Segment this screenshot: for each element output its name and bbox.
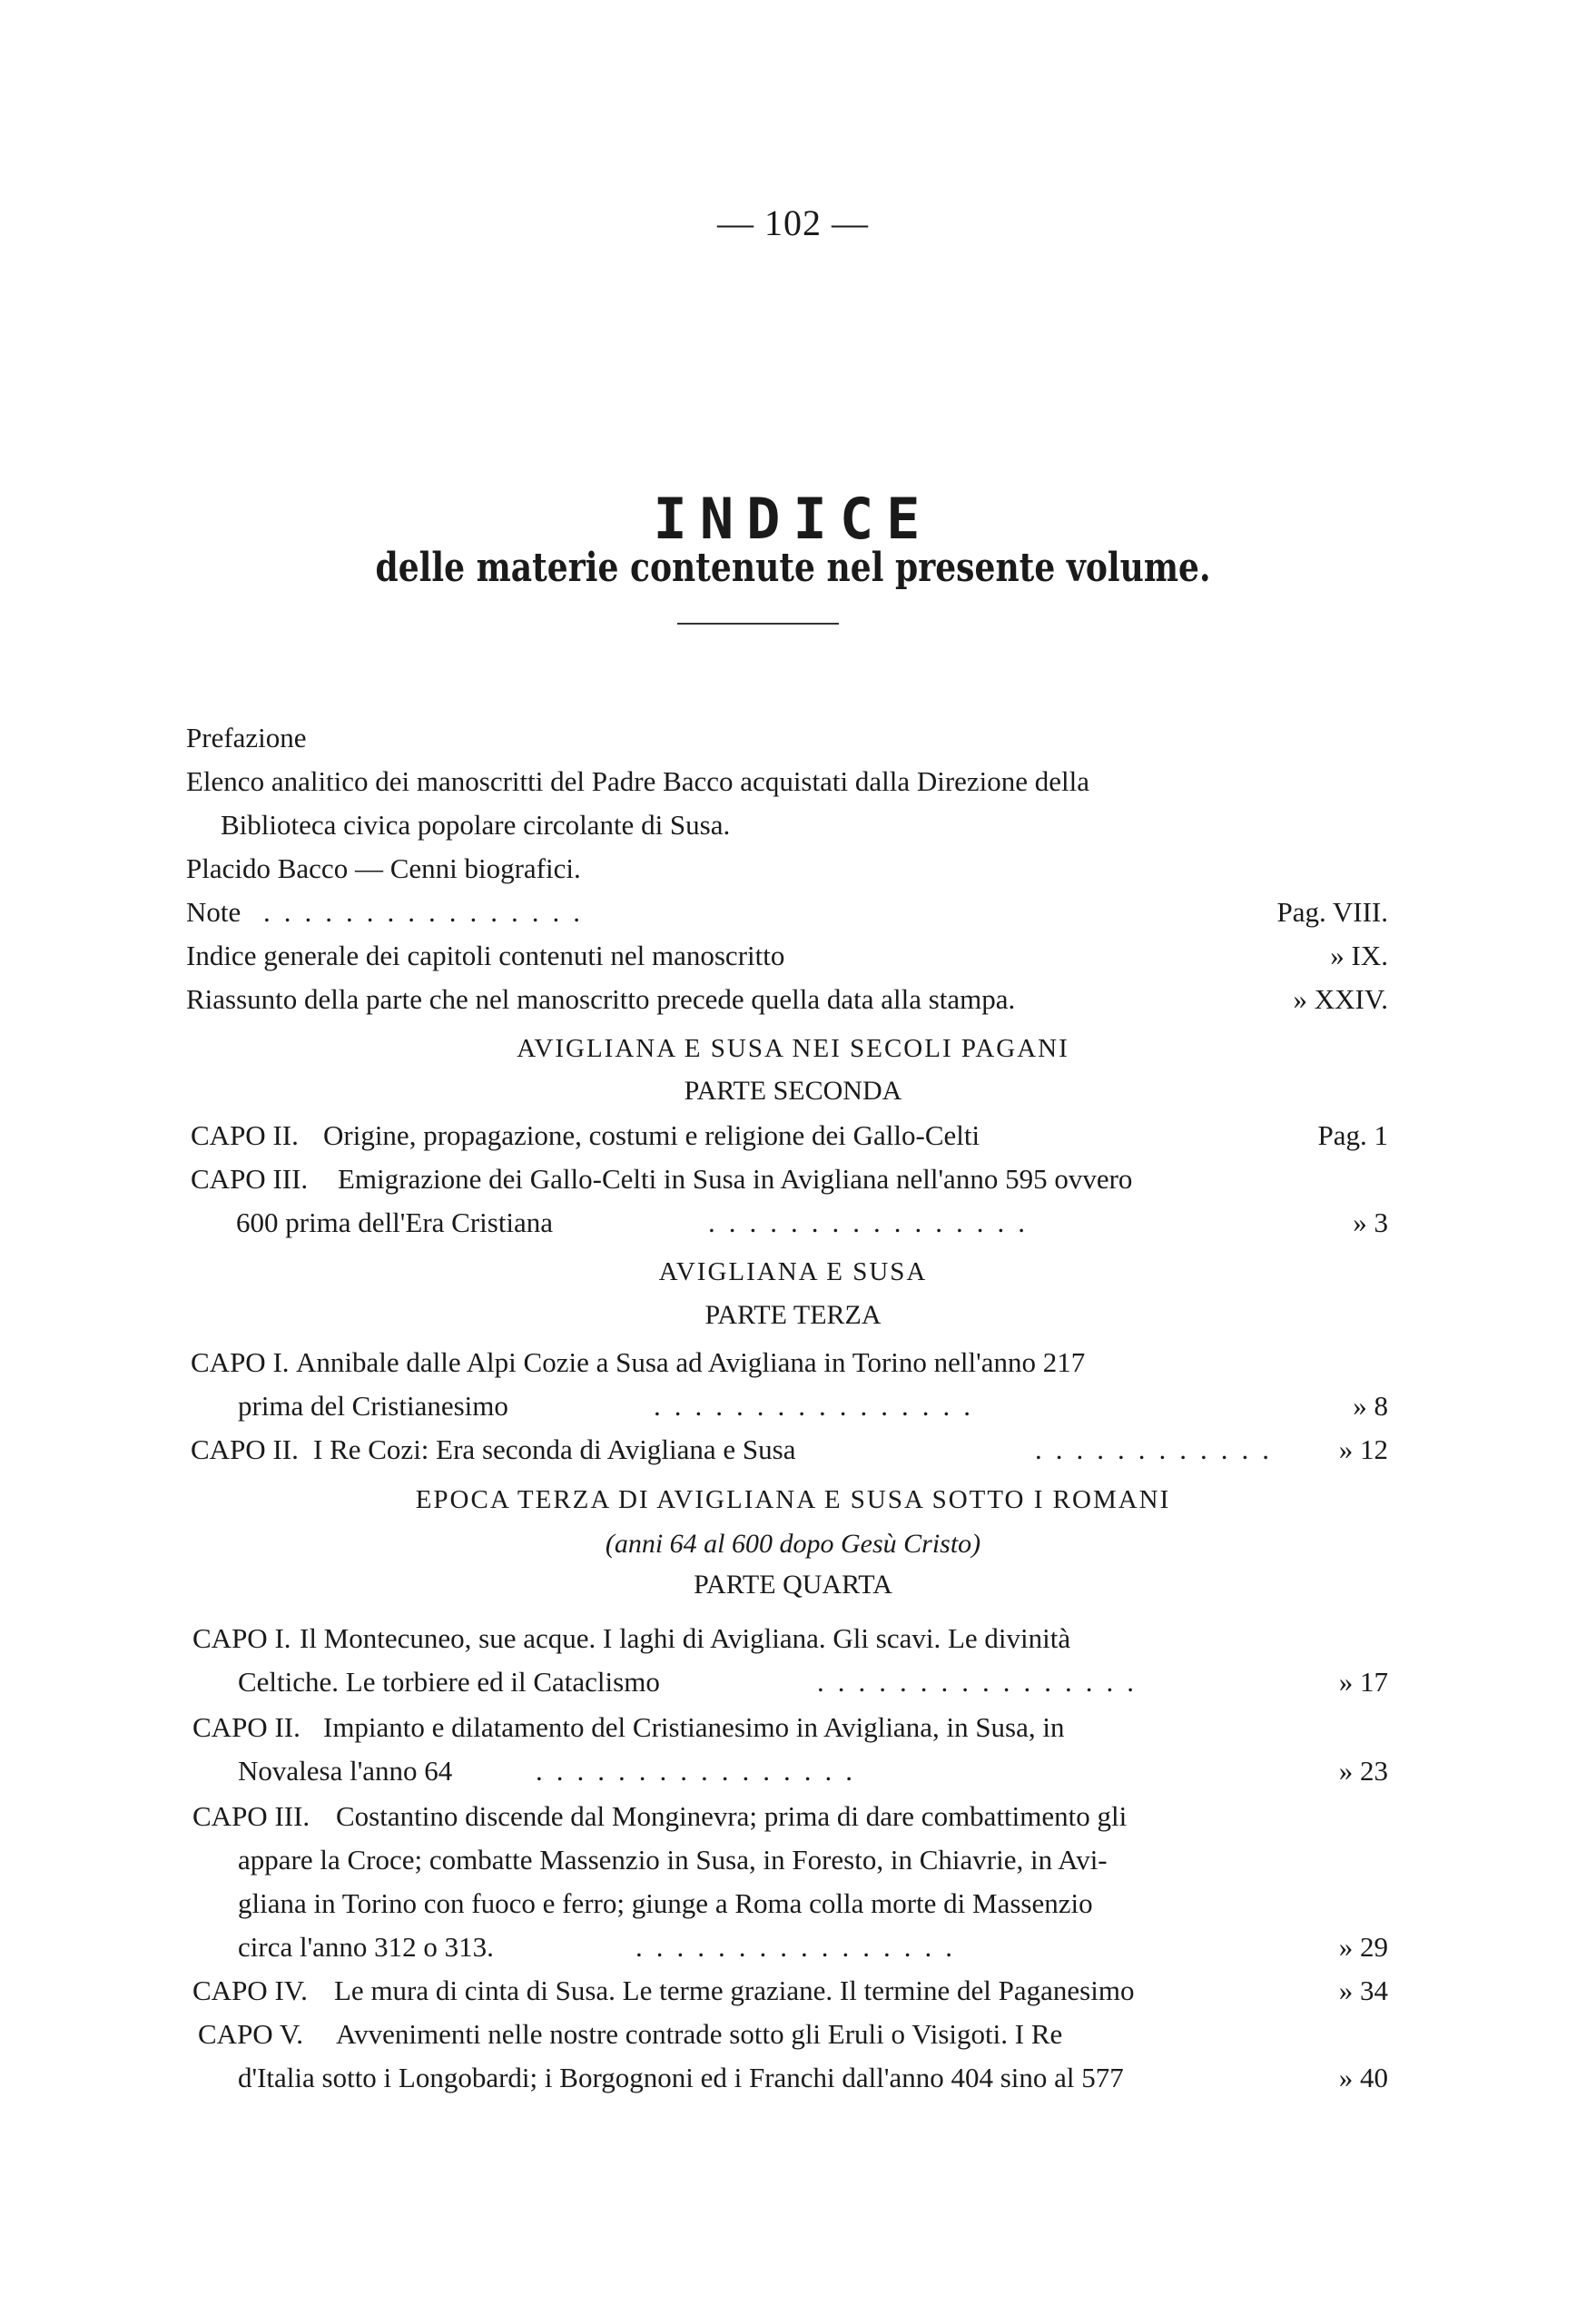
chapter-page: » 23 (1338, 1755, 1388, 1787)
entry-indice-generale-page: » IX. (1330, 940, 1388, 971)
chapter-title-cont: gliana in Torino con fuoco e ferro; giunge a Roma colla morte di Massenzio (238, 1887, 1093, 1919)
section-heading: AVIGLIANA E SUSA (658, 1257, 928, 1286)
entry-indice-generale: Indice generale dei capitoli contenuti nel manoscritto (186, 940, 785, 971)
chapter-title: Origine, propagazione, costumi e religione dei Gallo-Celti (323, 1119, 980, 1151)
chapter-page: » 12 (1338, 1433, 1388, 1465)
part-heading: PARTE TERZA (704, 1300, 882, 1330)
chapter-title: Emigrazione dei Gallo-Celti in Susa in Avigliana nell'anno 595 ovvero (338, 1163, 1133, 1195)
dot-leader: ................ (817, 1666, 1148, 1698)
section-heading: EPOCA TERZA DI AVIGLIANA E SUSA SOTTO I ROMANI (415, 1485, 1171, 1514)
entry-placido-bacco: Placido Bacco — Cenni biografici. (186, 852, 581, 884)
section-dates: (anni 64 al 600 dopo Gesù Cristo) (605, 1529, 981, 1559)
entry-note: Note (186, 896, 241, 928)
chapter-title: Il Montecuneo, sue acque. I laghi di Avigliana. Gli scavi. Le divinità (300, 1622, 1071, 1654)
chapter-page: » 3 (1353, 1206, 1388, 1238)
chapter-title: Costantino discende dal Monginevra; prima di dare combattimento gli (336, 1800, 1128, 1832)
chapter-page: » 8 (1353, 1390, 1388, 1422)
entry-elenco-line2: Biblioteca civica popolare circolante di Susa. (221, 809, 731, 841)
dot-leader: ................ (654, 1390, 984, 1422)
chapter-label: CAPO III. (191, 1163, 309, 1195)
chapter-page: » 17 (1338, 1666, 1388, 1698)
entry-prefazione: Prefazione (186, 722, 307, 753)
chapter-page: » 34 (1338, 1974, 1388, 2006)
page-subtitle: delle materie contenute nel presente volume. (375, 545, 1211, 591)
dot-leader: ................ (536, 1755, 866, 1787)
dot-leader: ................ (263, 896, 594, 928)
chapter-label: CAPO IV. (192, 1974, 308, 2006)
chapter-label: CAPO II. (191, 1433, 299, 1465)
section-heading: AVIGLIANA E SUSA NEI SECOLI PAGANI (517, 1034, 1069, 1063)
chapter-page: » 40 (1338, 2062, 1388, 2093)
title-divider (677, 623, 839, 625)
chapter-title-cont: Celtiche. Le torbiere ed il Cataclismo (238, 1666, 660, 1698)
entry-elenco-line1: Elenco analitico dei manoscritti del Padre Bacco acquistati dalla Direzione della (186, 765, 1090, 797)
entry-note-page: Pag. VIII. (1276, 896, 1388, 928)
chapter-title: Annibale dalle Alpi Cozie a Susa ad Avigliana in Torino nell'anno 217 (296, 1346, 1086, 1378)
chapter-page: Pag. 1 (1317, 1119, 1388, 1151)
chapter-title: Le mura di cinta di Susa. Le terme graziane. Il termine del Paganesimo (334, 1974, 1135, 2006)
chapter-title-cont: circa l'anno 312 o 313. (238, 1931, 494, 1963)
part-heading: PARTE SECONDA (684, 1076, 902, 1106)
chapter-page: » 29 (1338, 1931, 1388, 1963)
entry-riassunto-page: » XXIV. (1293, 983, 1388, 1015)
chapter-title: Avvenimenti nelle nostre contrade sotto gli Eruli o Visigoti. I Re (336, 2018, 1063, 2050)
page-title: INDICE (653, 486, 933, 552)
chapter-title-cont: appare la Croce; combatte Massenzio in Susa, in Foresto, in Chiavrie, in Avi- (238, 1844, 1108, 1876)
dot-leader: ............ (1035, 1433, 1283, 1465)
chapter-title-cont: Novalesa l'anno 64 (238, 1755, 453, 1787)
dot-leader: ................ (708, 1206, 1039, 1238)
chapter-label: CAPO I. (192, 1622, 291, 1654)
chapter-label: CAPO V. (198, 2018, 304, 2050)
chapter-label: CAPO II. (191, 1119, 299, 1151)
chapter-title: Impianto e dilatamento del Cristianesimo in Avigliana, in Susa, in (323, 1711, 1065, 1743)
chapter-label: CAPO II. (192, 1711, 300, 1743)
chapter-label: CAPO III. (192, 1800, 310, 1832)
dot-leader: ................ (635, 1931, 966, 1963)
chapter-title-cont: d'Italia sotto i Longobardi; i Borgognoni ed i Franchi dall'anno 404 sino al 577 (238, 2062, 1124, 2093)
entry-riassunto: Riassunto della parte che nel manoscritto precede quella data alla stampa. (186, 983, 1016, 1015)
page-number: — 102 — (717, 202, 869, 243)
chapter-title-cont: 600 prima dell'Era Cristiana (236, 1206, 554, 1238)
chapter-title-cont: prima del Cristianesimo (238, 1390, 508, 1422)
part-heading: PARTE QUARTA (694, 1570, 892, 1600)
chapter-title: I Re Cozi: Era seconda di Avigliana e Susa (313, 1433, 796, 1465)
chapter-label: CAPO I. (191, 1346, 290, 1378)
